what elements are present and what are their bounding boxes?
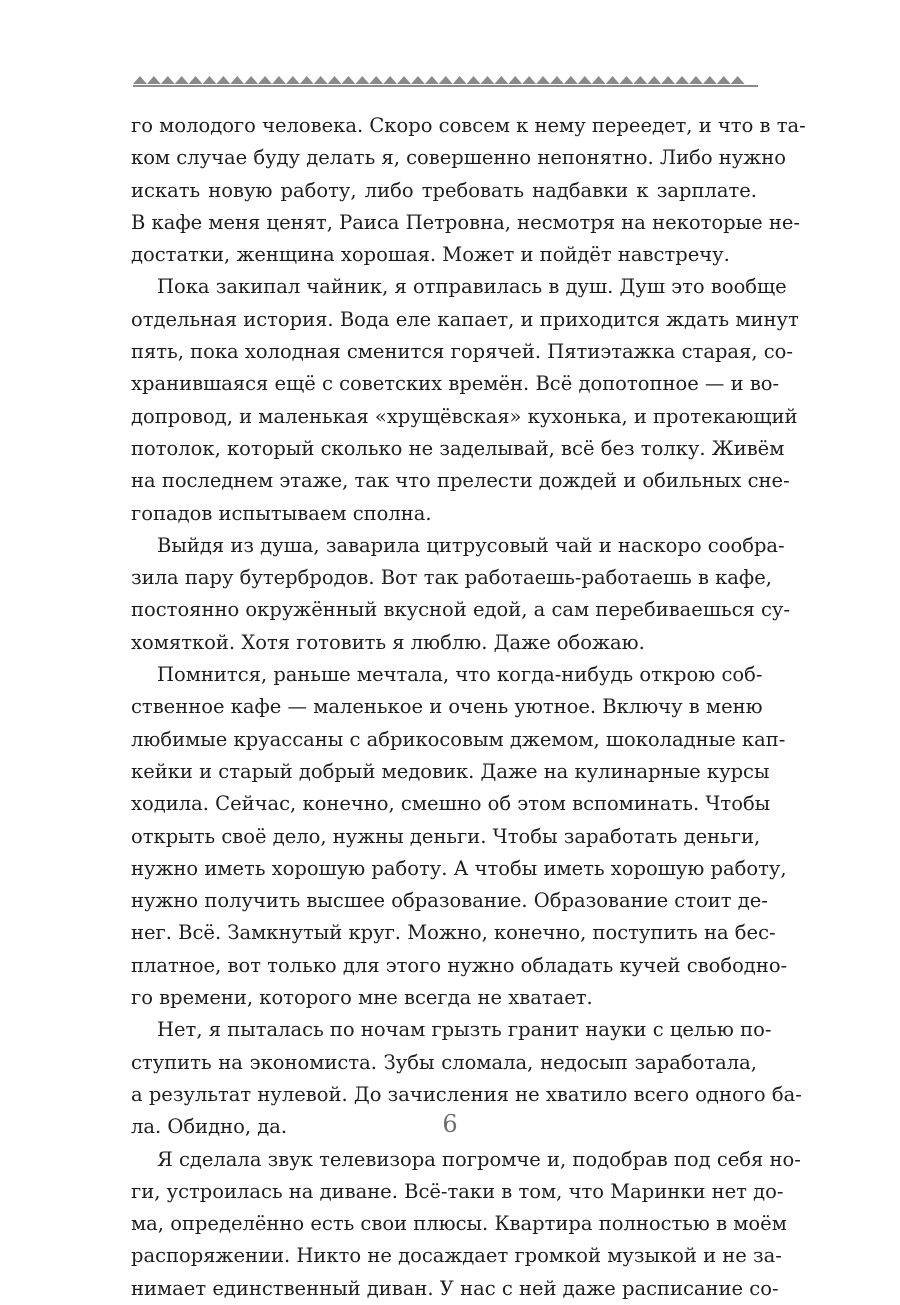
ornament-triangle <box>675 76 689 84</box>
ornament-triangle <box>286 76 300 84</box>
ornament-triangle <box>244 76 258 84</box>
text-line: Помнится, раньше мечтала, что когда-нибудь открою соб- <box>157 663 763 687</box>
text-line: искать новую работу, либо требовать надбавки к зарплате. <box>131 178 757 202</box>
text-line: хомяткой. Хотя готовить я люблю. Даже обожаю. <box>131 630 645 654</box>
text-line: а результат нулевой. До зачисления не хватило всего одного ба- <box>131 1082 802 1106</box>
ornament-triangle <box>689 76 703 84</box>
ornament-triangle <box>189 76 203 84</box>
ornament-triangle <box>272 76 286 84</box>
text-line: нимает единственный диван. У нас с ней даже расписание со- <box>131 1276 779 1300</box>
text-line: допровод, и маленькая «хрущёвская» кухонька, и протекающий <box>131 404 798 428</box>
ornament-triangle <box>439 76 453 84</box>
ornament-triangle <box>453 76 467 84</box>
ornament-triangle <box>661 76 675 84</box>
text-line: платное, вот только для этого нужно обладать кучей свободно- <box>131 953 788 977</box>
ornament-triangle <box>230 76 244 84</box>
text-line: хранившаяся ещё с советских времён. Всё допотопное — и во- <box>131 372 780 396</box>
text-line: любимые круассаны с абрикосовым джемом, шоколадные кап- <box>131 727 786 751</box>
text-line: ги, устроилась на диване. Всё-таки в том, что Маринки нет до- <box>131 1179 784 1203</box>
ornament-triangle <box>216 76 230 84</box>
text-line: нужно получить высшее образование. Образование стоит де- <box>131 889 768 913</box>
page-number: 6 <box>442 1110 458 1138</box>
text-line: ма, определённо есть свои плюсы. Квартира полностью в моём <box>131 1212 787 1236</box>
text-line: го времени, которого мне всегда не хватает. <box>131 986 593 1010</box>
text-line: зила пару бутербродов. Вот так работаешь-работаешь в кафе, <box>131 566 772 590</box>
text-line: постоянно окружённый вкусной едой, а сам перебиваешься су- <box>131 598 790 622</box>
ornament-triangle <box>647 76 661 84</box>
text-line: В кафе меня ценят, Раиса Петровна, несмотря на некоторые не- <box>131 210 800 234</box>
ornament-triangle <box>578 76 592 84</box>
text-line: гопадов испытываем сполна. <box>131 501 432 525</box>
ornament-triangle <box>467 76 481 84</box>
ornament-triangle <box>536 76 550 84</box>
ornament-triangle <box>147 76 161 84</box>
ornament-triangle <box>703 76 717 84</box>
text-line: открыть своё дело, нужны деньги. Чтобы заработать деньги, <box>131 824 761 848</box>
ornament-triangle <box>300 76 314 84</box>
ornament-triangle <box>550 76 564 84</box>
ornament-triangle <box>481 76 495 84</box>
ornament-triangle <box>606 76 620 84</box>
text-line: нег. Всё. Замкнутый круг. Можно, конечно, поступить на бес- <box>131 921 776 945</box>
ornament-triangle <box>397 76 411 84</box>
text-line: Выйдя из душа, заварила цитрусовый чай и наскоро сообра- <box>157 533 785 557</box>
ornament-triangle <box>425 76 439 84</box>
text-line: ходила. Сейчас, конечно, смешно об этом вспоминать. Чтобы <box>131 792 771 816</box>
ornament-triangle <box>592 76 606 84</box>
text-line: ком случае буду делать я, совершенно непонятно. Либо нужно <box>131 146 786 170</box>
ornament-triangle <box>161 76 175 84</box>
ornament-triangle <box>258 76 272 84</box>
ornament-triangle <box>383 76 397 84</box>
text-line: достатки, женщина хорошая. Может и пойдёт навстречу. <box>131 243 730 267</box>
ornament-triangle <box>342 76 356 84</box>
ornament-triangle <box>620 76 634 84</box>
text-line: ла. Обидно, да. <box>131 1115 288 1139</box>
ornament-triangle <box>494 76 508 84</box>
text-line: го молодого человека. Скоро совсем к нему переедет, и что в та- <box>131 114 806 137</box>
text-line: ственное кафе — маленькое и очень уютное. Включу в меню <box>131 695 763 719</box>
ornament-triangle <box>564 76 578 84</box>
ornament-triangle <box>508 76 522 84</box>
text-line: потолок, который сколько не заделывай, всё без толку. Живём <box>131 436 785 460</box>
text-line: на последнем этаже, так что прелести дождей и обильных сне- <box>131 469 790 493</box>
ornament-divider <box>133 71 758 87</box>
ornament-triangle <box>731 76 745 84</box>
text-line: Нет, я пыталась по ночам грызть гранит науки с целью по- <box>157 1018 772 1042</box>
ornament-triangle <box>411 76 425 84</box>
ornament-triangle <box>314 76 328 84</box>
text-line: пять, пока холодная сменится горячей. Пятиэтажка старая, со- <box>131 340 794 364</box>
ornament-triangle <box>328 76 342 84</box>
text-line: Я сделала звук телевизора погромче и, подобрав под себя но- <box>157 1147 801 1171</box>
ornament-triangle <box>355 76 369 84</box>
ornament-triangle <box>717 76 731 84</box>
text-line: нужно иметь хорошую работу. А чтобы иметь хорошую работу, <box>131 856 787 880</box>
text-line: Пока закипал чайник, я отправилась в душ. Душ это вообще <box>157 275 787 299</box>
ornament-triangle <box>203 76 217 84</box>
ornament-triangle <box>522 76 536 84</box>
text-line: ступить на экономиста. Зубы сломала, недосып заработала, <box>131 1050 757 1074</box>
text-line: кейки и старый добрый медовик. Даже на кулинарные курсы <box>131 759 770 783</box>
text-line: распоряжении. Никто не досаждает громкой музыкой и не за- <box>131 1244 782 1268</box>
ornament-triangle <box>369 76 383 84</box>
text-line: отдельная история. Вода еле капает, и приходится ждать минут <box>131 307 799 331</box>
ornament-triangle <box>175 76 189 84</box>
ornament-triangle <box>633 76 647 84</box>
ornament-triangle <box>133 76 147 84</box>
